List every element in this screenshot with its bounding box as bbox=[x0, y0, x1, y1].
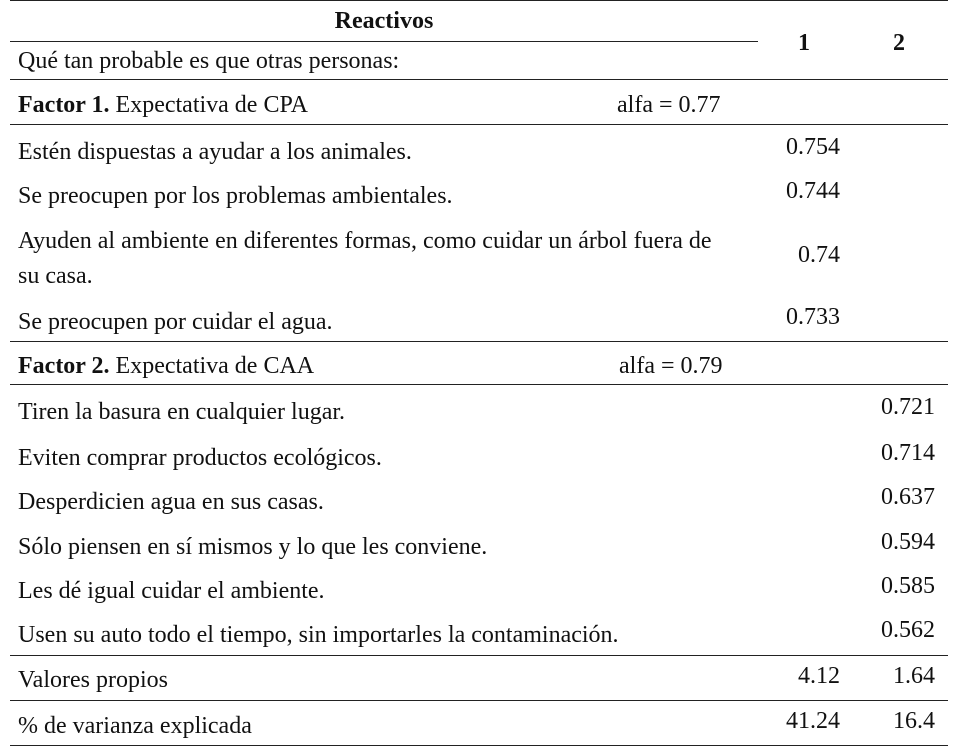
table-row-label: Les dé igual cuidar el ambiente. bbox=[18, 578, 325, 604]
eigenvalue-2: 1.64 bbox=[893, 663, 935, 689]
table-row-label: Se preocupen por los problemas ambientales. bbox=[18, 183, 453, 209]
factor1-title-rest: Expectativa de CPA bbox=[109, 92, 308, 118]
factor2-title-rest: Expectativa de CAA bbox=[109, 353, 315, 379]
table-row-label: Se preocupen por cuidar el agua. bbox=[18, 309, 333, 335]
factor1-title-bold: Factor 1. bbox=[18, 92, 110, 118]
top-rule bbox=[10, 0, 948, 1]
table-cell-v1: 0.744 bbox=[786, 178, 840, 204]
table-cell-v2: 0.721 bbox=[881, 394, 935, 420]
factor1-alpha: alfa = 0.77 bbox=[617, 92, 721, 118]
variance-1: 41.24 bbox=[786, 708, 840, 734]
variance-2: 16.4 bbox=[893, 708, 935, 734]
factor2-top-rule bbox=[10, 341, 948, 342]
table-cell-v2: 0.594 bbox=[881, 529, 935, 555]
header-bottom-rule bbox=[10, 79, 948, 80]
factor2-title bbox=[18, 351, 314, 381]
table-row-label: Desperdicien agua en sus casas. bbox=[18, 489, 324, 515]
table-cell-v2: 0.714 bbox=[881, 440, 935, 466]
factor2-title-bold: Factor 2. bbox=[18, 353, 110, 379]
table-row-label: Tiren la basura en cualquier lugar. bbox=[18, 399, 346, 425]
eigenvalue-1: 4.12 bbox=[798, 663, 840, 689]
table-row-label: Estén dispuestas a ayudar a los animales. bbox=[18, 139, 412, 165]
col2-header: 2 bbox=[893, 30, 905, 56]
table-cell-v1: 0.754 bbox=[786, 134, 840, 160]
variance-label: % de varianza explicada bbox=[18, 713, 252, 739]
table-cell-v2: 0.585 bbox=[881, 573, 935, 599]
factor1-rule bbox=[10, 124, 948, 125]
col1-header: 1 bbox=[798, 30, 810, 56]
factor1-title bbox=[18, 90, 308, 120]
factor2-rule bbox=[10, 384, 948, 385]
table-row-label: Ayuden al ambiente en diferentes formas, como cuidar un árbol fuera de su casa. bbox=[18, 228, 712, 289]
table-row-label: Sólo piensen en sí mismos y lo que les conviene. bbox=[18, 534, 488, 560]
summary-top-rule bbox=[10, 655, 948, 656]
bottom-rule bbox=[10, 745, 948, 746]
subtitle: Qué tan probable es que otras personas: bbox=[18, 48, 400, 74]
table-cell-v1: 0.733 bbox=[786, 304, 840, 330]
eigenvalues-label: Valores propios bbox=[18, 667, 168, 693]
table-cell-v2: 0.637 bbox=[881, 484, 935, 510]
table-cell-v1: 0.74 bbox=[798, 242, 840, 268]
summary-mid-rule bbox=[10, 700, 948, 701]
reactivos-underline bbox=[10, 41, 758, 42]
table-row-label: Usen su auto todo el tiempo, sin importarles la contaminación. bbox=[18, 622, 619, 648]
reactivos-header: Reactivos bbox=[334, 8, 434, 34]
table-row-label: Eviten comprar productos ecológicos. bbox=[18, 445, 382, 471]
table-cell-v2: 0.562 bbox=[881, 617, 935, 643]
factor2-alpha: alfa = 0.79 bbox=[619, 353, 723, 379]
